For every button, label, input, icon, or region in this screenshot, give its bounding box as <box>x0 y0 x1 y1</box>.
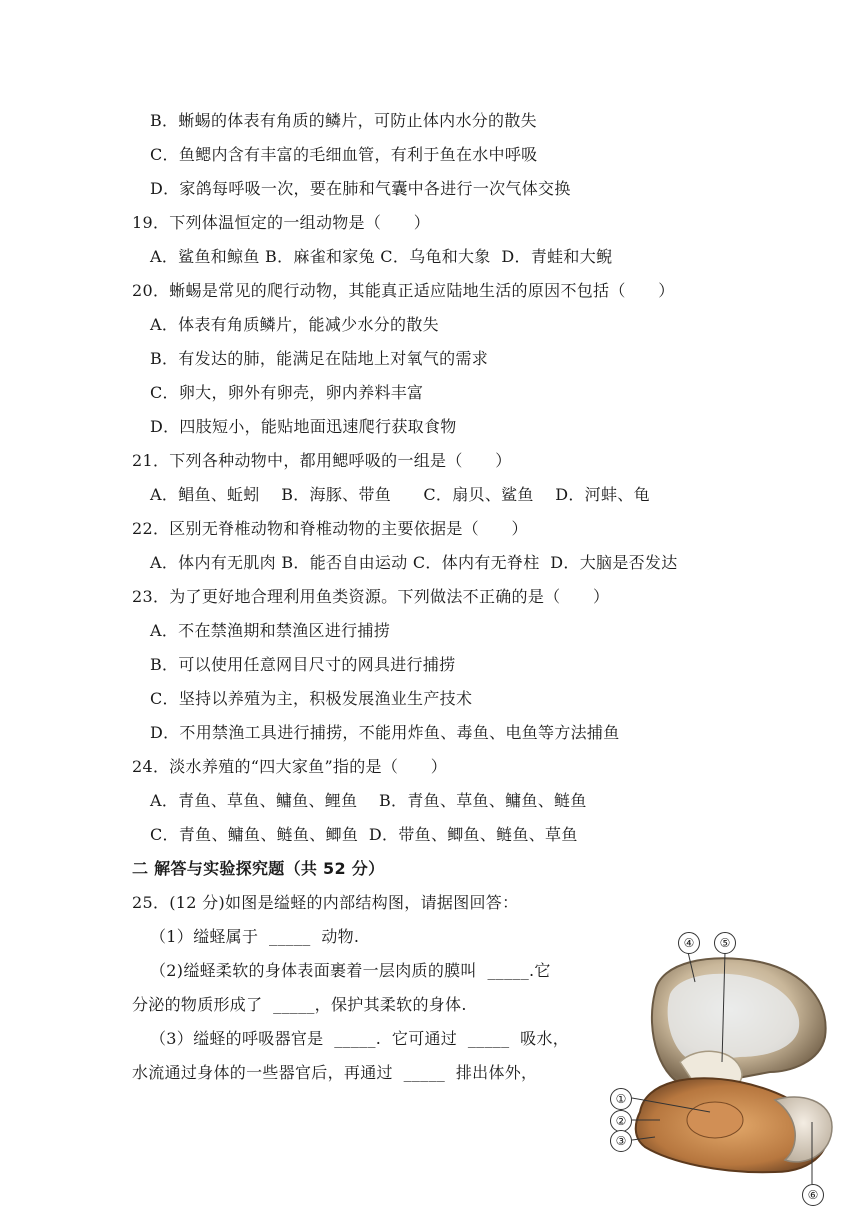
razor-clam-figure <box>600 922 850 1212</box>
q20-option-b: B．有发达的肺，能满足在陆地上对氧气的需求 <box>150 349 489 368</box>
q18-option-b: B．蜥蜴的体表有角质的鳞片，可防止体内水分的散失 <box>150 111 537 130</box>
q24-options-line2: C．青鱼、鳙鱼、鲢鱼、鲫鱼 D．带鱼、鲫鱼、鲢鱼、草鱼 <box>150 825 578 844</box>
section-heading: 二 解答与实验探究题（共 52 分） <box>132 859 385 878</box>
q25-part2-line2: 分泌的物质形成了 _____，保护其柔软的身体. <box>132 995 467 1014</box>
q25-stem: 25．(12 分)如图是缢蛏的内部结构图，请据图回答： <box>132 893 519 912</box>
q19-options: A．鲨鱼和鲸鱼 B．麻雀和家兔 C．乌龟和大象 D．青蛙和大鲵 <box>150 247 613 266</box>
q23-option-d: D．不用禁渔工具进行捕捞，不能用炸鱼、毒鱼、电鱼等方法捕鱼 <box>150 723 620 742</box>
q22-stem: 22．区别无脊椎动物和脊椎动物的主要依据是（ ） <box>132 519 528 538</box>
q18-option-d: D．家鸽每呼吸一次，要在肺和气囊中各进行一次气体交换 <box>150 179 571 198</box>
q23-option-c: C．坚持以养殖为主，积极发展渔业生产技术 <box>150 689 473 708</box>
q20-stem: 20．蜥蜴是常见的爬行动物，其能真正适应陆地生活的原因不包括（ ） <box>132 281 675 300</box>
q25-part1: （1）缢蛏属于 _____ 动物. <box>150 927 360 946</box>
callout-1: ① <box>610 1088 632 1110</box>
q25-part3-line2: 水流通过身体的一些器官后，再通过 _____ 排出体外， <box>132 1063 538 1082</box>
q22-options: A．体内有无肌肉 B．能否自由运动 C．体内有无脊柱 D．大脑是否发达 <box>150 553 678 572</box>
callout-4: ④ <box>678 932 700 954</box>
callout-5: ⑤ <box>714 932 736 954</box>
callout-2: ② <box>610 1110 632 1132</box>
q21-stem: 21．下列各种动物中，都用鳃呼吸的一组是（ ） <box>132 451 512 470</box>
q24-stem: 24．淡水养殖的“四大家鱼”指的是（ ） <box>132 757 448 776</box>
q25-part3-line1: （3）缢蛏的呼吸器官是 _____. 它可通过 _____ 吸水， <box>150 1029 570 1048</box>
q18-option-c: C．鱼鳃内含有丰富的毛细血管，有利于鱼在水中呼吸 <box>150 145 538 164</box>
q24-options-line1: A．青鱼、草鱼、鳙鱼、鲤鱼 B．青鱼、草鱼、鳙鱼、鲢鱼 <box>150 791 587 810</box>
q23-option-b: B．可以使用任意网目尺寸的网具进行捕捞 <box>150 655 456 674</box>
q19-stem: 19．下列体温恒定的一组动物是（ ） <box>132 213 431 232</box>
q23-stem: 23．为了更好地合理利用鱼类资源。下列做法不正确的是（ ） <box>132 587 610 606</box>
q23-option-a: A．不在禁渔期和禁渔区进行捕捞 <box>150 621 391 640</box>
q21-options: A．鲳鱼、蚯蚓 B．海豚、带鱼 C．扇贝、鲨鱼 D．河蚌、龟 <box>150 485 650 504</box>
razor-clam-illustration <box>600 922 850 1212</box>
clam-organ <box>687 1102 743 1138</box>
q20-option-d: D．四肢短小，能贴地面迅速爬行获取食物 <box>150 417 457 436</box>
callout-6: ⑥ <box>802 1184 824 1206</box>
callout-3: ③ <box>610 1130 632 1152</box>
q20-option-a: A．体表有角质鳞片，能减少水分的散失 <box>150 315 439 334</box>
q20-option-c: C．卵大，卵外有卵壳，卵内养料丰富 <box>150 383 424 402</box>
q25-part2-line1: （2)缢蛏柔软的身体表面裹着一层肉质的膜叫 _____.它 <box>150 961 551 980</box>
